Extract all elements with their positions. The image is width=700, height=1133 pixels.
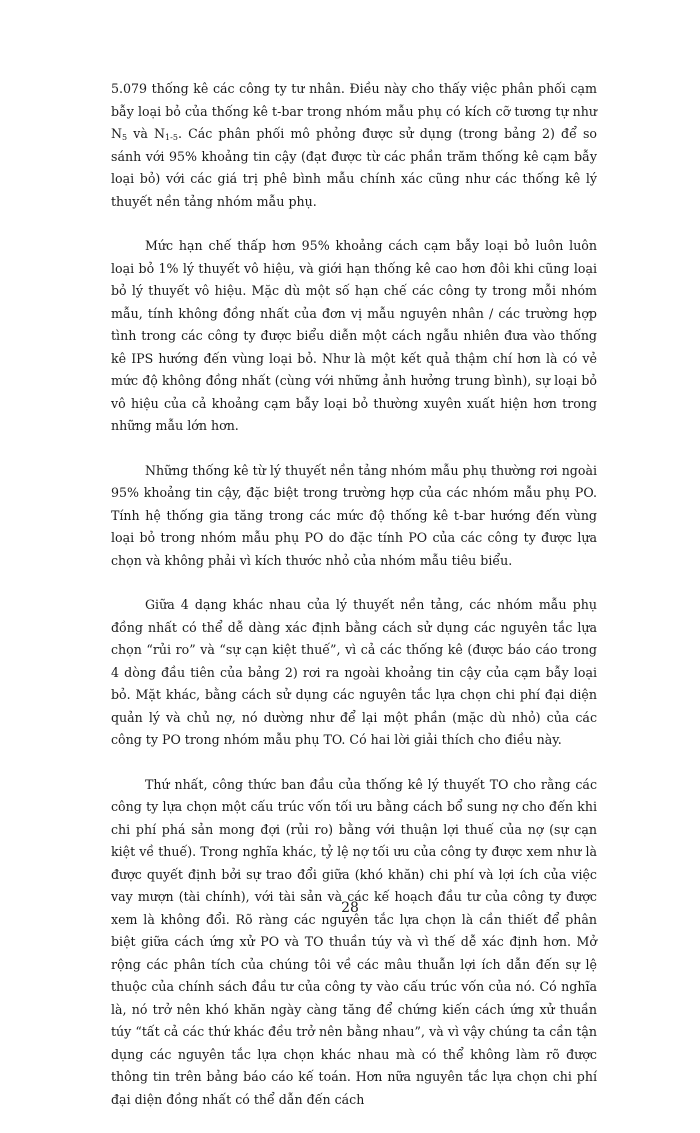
paragraph-5: Thứ nhất, công thức ban đầu của thống kê lý thuyết TO cho rằng các công ty lựa chọn một cấu trúc vốn tối ưu bằng cách bổ sung nợ cho đến khi chi phí phá sản mong đợi (rủi ro) bằng với thuận lợi thuế của nợ (sự cạn kiệt về thuế). Trong nghĩa khác, tỷ lệ nợ tối ưu của công ty được xem như là được quyết định bởi sự trao đổi giữa (khó khăn) chi phí và lợi ích của việc vay mượn (tài chính), với tài sản và các kế hoạch đầu tư của công ty được xem là không đổi. Rõ ràng các nguyên tắc lựa chọn là cần thiết để phân biệt giữa cách ứng xử PO và TO thuần túy và vì thế dễ xác định hơn. Mở rộng các phân tích của chúng tôi về các mâu thuẫn lợi ích dẫn đến sự lệ thuộc của chính sách đầu tư của công ty vào cấu trúc vốn của nó. Có nghĩa là, nó trở nên khó khăn ngày càng tăng để chứng kiến cách ứng xử thuần túy “tất cả các thứ khác đều trở nên bằng nhau”, và vì vậy chúng ta cần tận dụng các nguyên tắc lựa chọn khác nhau mà có thể không làm rõ được thông tin trên bảng báo cáo kế toán. Hơn nữa nguyên tắc lựa chọn chi phí đại diện đồng nhất có thể dẫn đến cách bbox=[111, 776, 597, 1107]
subscript-n5: 5 bbox=[122, 133, 128, 142]
paragraph-4: Giữa 4 dạng khác nhau của lý thuyết nền tảng, các nhóm mẫu phụ đồng nhất có thể dễ dàng xác định bằng cách sử dụng các nguyên tắc lựa chọn “rủi ro” và “sự cạn kiệt thuế”, vì cả các thống kê (được báo cáo trong 4 dòng đầu tiên của bảng 2) rơi ra ngoài khoảng tin cậy của cạm bẫy loại bỏ. Mặt khác, bằng cách sử dụng các nguyên tắc lựa chọn chi phí đại diện quản lý và chủ nợ, nó dường như để lại một phần (mặc dù nhỏ) của các công ty PO trong nhóm mẫu phụ TO. Có hai lời giải thích cho điều này. bbox=[111, 597, 597, 747]
paragraph-1 bbox=[111, 78, 597, 213]
page-number: 28 bbox=[341, 900, 359, 916]
paragraph-2: Mức hạn chế thấp hơn 95% khoảng cách cạm bẫy loại bỏ luôn luôn loại bỏ 1% lý thuyết vô hiệu, và giới hạn thống kê cao hơn đôi khi cũng loại bỏ lý thuyết vô hiệu. Mặc dù một số hạn chế các công ty trong mỗi nhóm mẫu, tính không đồng nhất của đơn vị mẫu nguyên nhân / các trường hợp tình trong các công ty được biểu diễn một cách ngẫu nhiên đưa vào thống kê IPS hướng đến vùng loại bỏ. Như là một kết quả thậm chí hơn là có vẻ mức độ không đồng nhất (cùng với những ảnh hưởng trung bình), sự loại bỏ vô hiệu của cả khoảng cạm bẫy loại bỏ thường xuyên xuất hiện hơn trong những mẫu lớn hơn. bbox=[111, 238, 597, 433]
paragraph-3: Những thống kê từ lý thuyết nền tảng nhóm mẫu phụ thường rơi ngoài 95% khoảng tin cậy, đặc biệt trong trường hợp của các nhóm mẫu phụ PO. Tính hệ thống gia tăng trong các mức độ thống kê t-bar hướng đến vùng loại bỏ trong nhóm mẫu phụ PO do đặc tính PO của các công ty được lựa chọn và không phải vì kích thước nhỏ của nhóm mẫu tiêu biểu. bbox=[111, 462, 597, 568]
paragraph-1-text-a: 5.079 thống kê các công ty tư nhân. Điều này cho thấy việc phân phối cạm bẫy loại bỏ của thống kê t-bar trong nhóm mẫu phụ có kích cỡ tương tự như N bbox=[111, 81, 597, 141]
subscript-n1-5: 1-5 bbox=[165, 133, 178, 142]
paragraph-1-text-c: . Các phân phối mô phỏng được sử dụng (trong bảng 2) để so sánh với 95% khoảng tin cậy (đạt được từ các phần trăm thống kê cạm bẫy loại bỏ) với các giá trị phê bình mẫu chính xác cũng như các thống kê lý thuyết nền tảng nhóm mẫu phụ. bbox=[111, 126, 598, 209]
body-text bbox=[111, 78, 597, 1133]
paragraph-1-text-b: và N bbox=[127, 126, 166, 141]
